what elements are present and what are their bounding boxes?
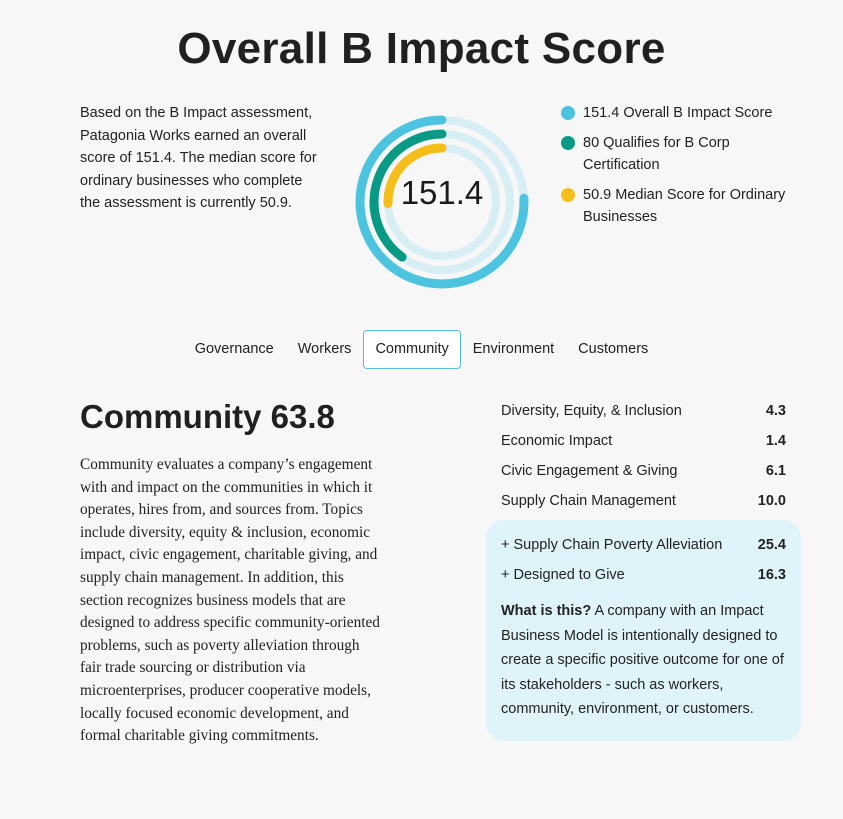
legend-label: 50.9 Median Score for Ordinary Businesses — [583, 186, 786, 226]
legend-label: 80 Qualifies for B Corp Certification — [583, 134, 730, 174]
sub-score-label: Civic Engagement & Giving — [501, 463, 678, 479]
impact-area-tabs — [0, 330, 843, 369]
sub-score-value: 10.0 — [757, 493, 786, 509]
sub-score-row — [501, 397, 786, 427]
legend-dot-icon — [561, 188, 575, 202]
impact-business-model-box — [486, 520, 801, 741]
legend-item-median — [561, 184, 806, 229]
sub-score-value: 1.4 — [765, 433, 786, 449]
sub-score-value: 6.1 — [765, 463, 786, 479]
ring-center-score: 151.4 — [400, 174, 484, 211]
legend-label: 151.4 Overall B Impact Score — [583, 105, 773, 121]
page-title: Overall B Impact Score — [177, 24, 666, 73]
legend-dot-icon — [561, 106, 575, 120]
tab-community[interactable]: Community — [363, 330, 460, 369]
impact-model-answer: A company with an Impact Business Model is intentionally designed to create a specific positive outcome for one of its stakeholders - such as workers, community, environment, or customers. — [501, 603, 784, 717]
sub-score-list — [501, 397, 786, 517]
legend-dot-icon — [561, 136, 575, 150]
tab-workers[interactable]: Workers — [286, 330, 364, 369]
sub-score-row — [501, 427, 786, 457]
tab-governance[interactable]: Governance — [183, 330, 286, 369]
sub-score-row — [501, 457, 786, 487]
impact-model-row — [501, 561, 786, 591]
sub-score-label: Economic Impact — [501, 433, 613, 449]
sub-score-value: 4.3 — [765, 403, 786, 419]
impact-model-explanation — [501, 599, 786, 722]
impact-model-label: + Supply Chain Poverty Alleviation — [501, 537, 723, 553]
score-summary-text: Based on the B Impact assessment, Patagonia Works earned an overall score of 151.4. The median score for ordinary businesses who complete the assessment is currently 50.9. — [80, 105, 317, 212]
impact-model-row — [501, 531, 786, 561]
impact-model-value: 25.4 — [757, 537, 786, 553]
impact-model-question: What is this? — [501, 603, 592, 619]
sub-score-row — [501, 487, 786, 517]
section-title: Community 63.8 — [80, 398, 335, 435]
impact-model-value: 16.3 — [757, 567, 786, 583]
sub-score-label: Diversity, Equity, & Inclusion — [501, 403, 682, 419]
tab-customers[interactable]: Customers — [566, 330, 660, 369]
sub-score-label: Supply Chain Management — [501, 493, 676, 509]
tab-environment[interactable]: Environment — [461, 330, 566, 369]
legend-item-qualifies — [561, 132, 806, 177]
ring-legend — [561, 102, 806, 236]
section-description: Community evaluates a company’s engagement with and impact on the communities in which it operates, hires from, and sources from. Topics include diversity, equity & inclusion, economic impact, civic engagement, charitable giving, and supply chain management. In addition, this section recognizes business models that are designed to address specific community-oriented problems, such as poverty alleviation through fair trade sourcing or distribution via microenterprises, producer cooperative models, locally focused economic development, and formal charitable giving commitments. — [80, 456, 380, 745]
impact-model-label: + Designed to Give — [501, 567, 625, 583]
legend-item-overall — [561, 102, 806, 125]
